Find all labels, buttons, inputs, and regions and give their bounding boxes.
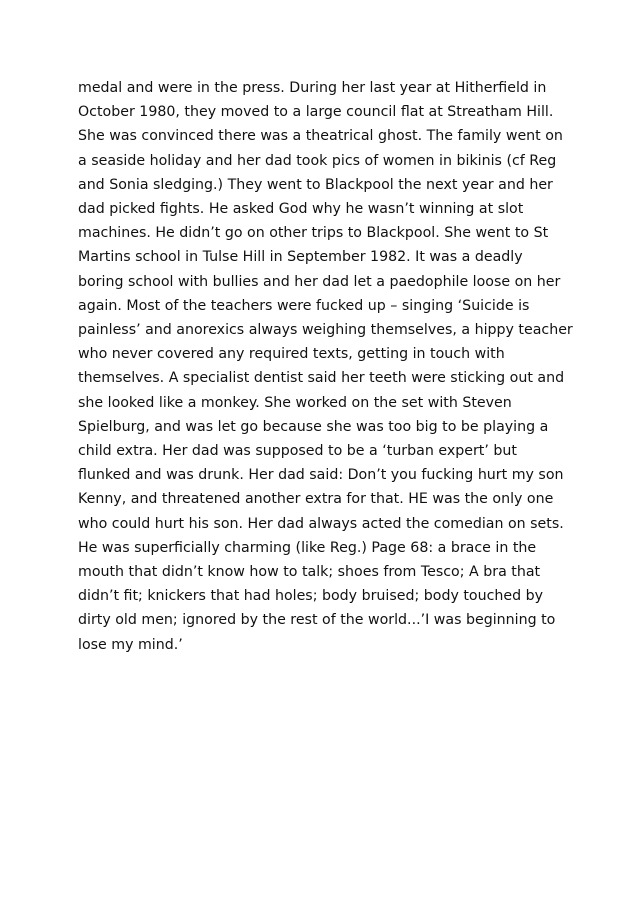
text-line: who could hurt his son. Her dad always acted the comedian on sets. (78, 515, 564, 532)
text-line: October 1980, they moved to a large council flat at Streatham Hill. (78, 104, 554, 121)
text-line: He was superficially charming (like Reg.) Page 68: a brace in the (78, 539, 537, 556)
text-line: again. Most of the teachers were fucked up – singing ‘Suicide is (78, 297, 530, 314)
text-line: Spielburg, and was let go because she was too big to be playing a (78, 418, 549, 435)
text-line: lose my mind.’ (78, 636, 183, 653)
text-line: she looked like a monkey. She worked on the set with Steven (78, 394, 512, 411)
text-line: who never covered any required texts, getting in touch with (78, 346, 505, 363)
text-line: dirty old men; ignored by the rest of the world...’I was beginning to (78, 612, 556, 629)
text-line: dad picked fights. He asked God why he wasn’t winning at slot (78, 201, 524, 218)
text-line: flunked and was drunk. Her dad said: Don’t you fucking hurt my son (78, 467, 564, 484)
text-line: Kenny, and threatened another extra for that. HE was the only one (78, 491, 554, 508)
body-paragraph (78, 76, 573, 657)
text-line: didn’t fit; knickers that had holes; body bruised; body touched by (78, 588, 544, 605)
text-line: medal and were in the press. During her last year at Hitherfield in (78, 80, 547, 96)
text-line: and Sonia sledging.) They went to Blackpool the next year and her (78, 176, 553, 193)
text-line: boring school with bullies and her dad let a paedophile loose on her (78, 273, 561, 290)
text-line: She was convinced there was a theatrical ghost. The family went on (78, 128, 563, 145)
text-line: mouth that didn’t know how to talk; shoes from Tesco; A bra that (78, 564, 541, 581)
text-line: painless’ and anorexics always weighing themselves, a hippy teacher (78, 322, 573, 339)
text-line: Martins school in Tulse Hill in September 1982. It was a deadly (78, 249, 523, 266)
text-line: machines. He didn’t go on other trips to Blackpool. She went to St (78, 225, 549, 242)
text-line: child extra. Her dad was supposed to be a ‘turban expert’ but (78, 443, 517, 460)
text-line: a seaside holiday and her dad took pics of women in bikinis (cf Reg (78, 152, 557, 169)
text-line: themselves. A specialist dentist said her teeth were sticking out and (78, 370, 565, 387)
